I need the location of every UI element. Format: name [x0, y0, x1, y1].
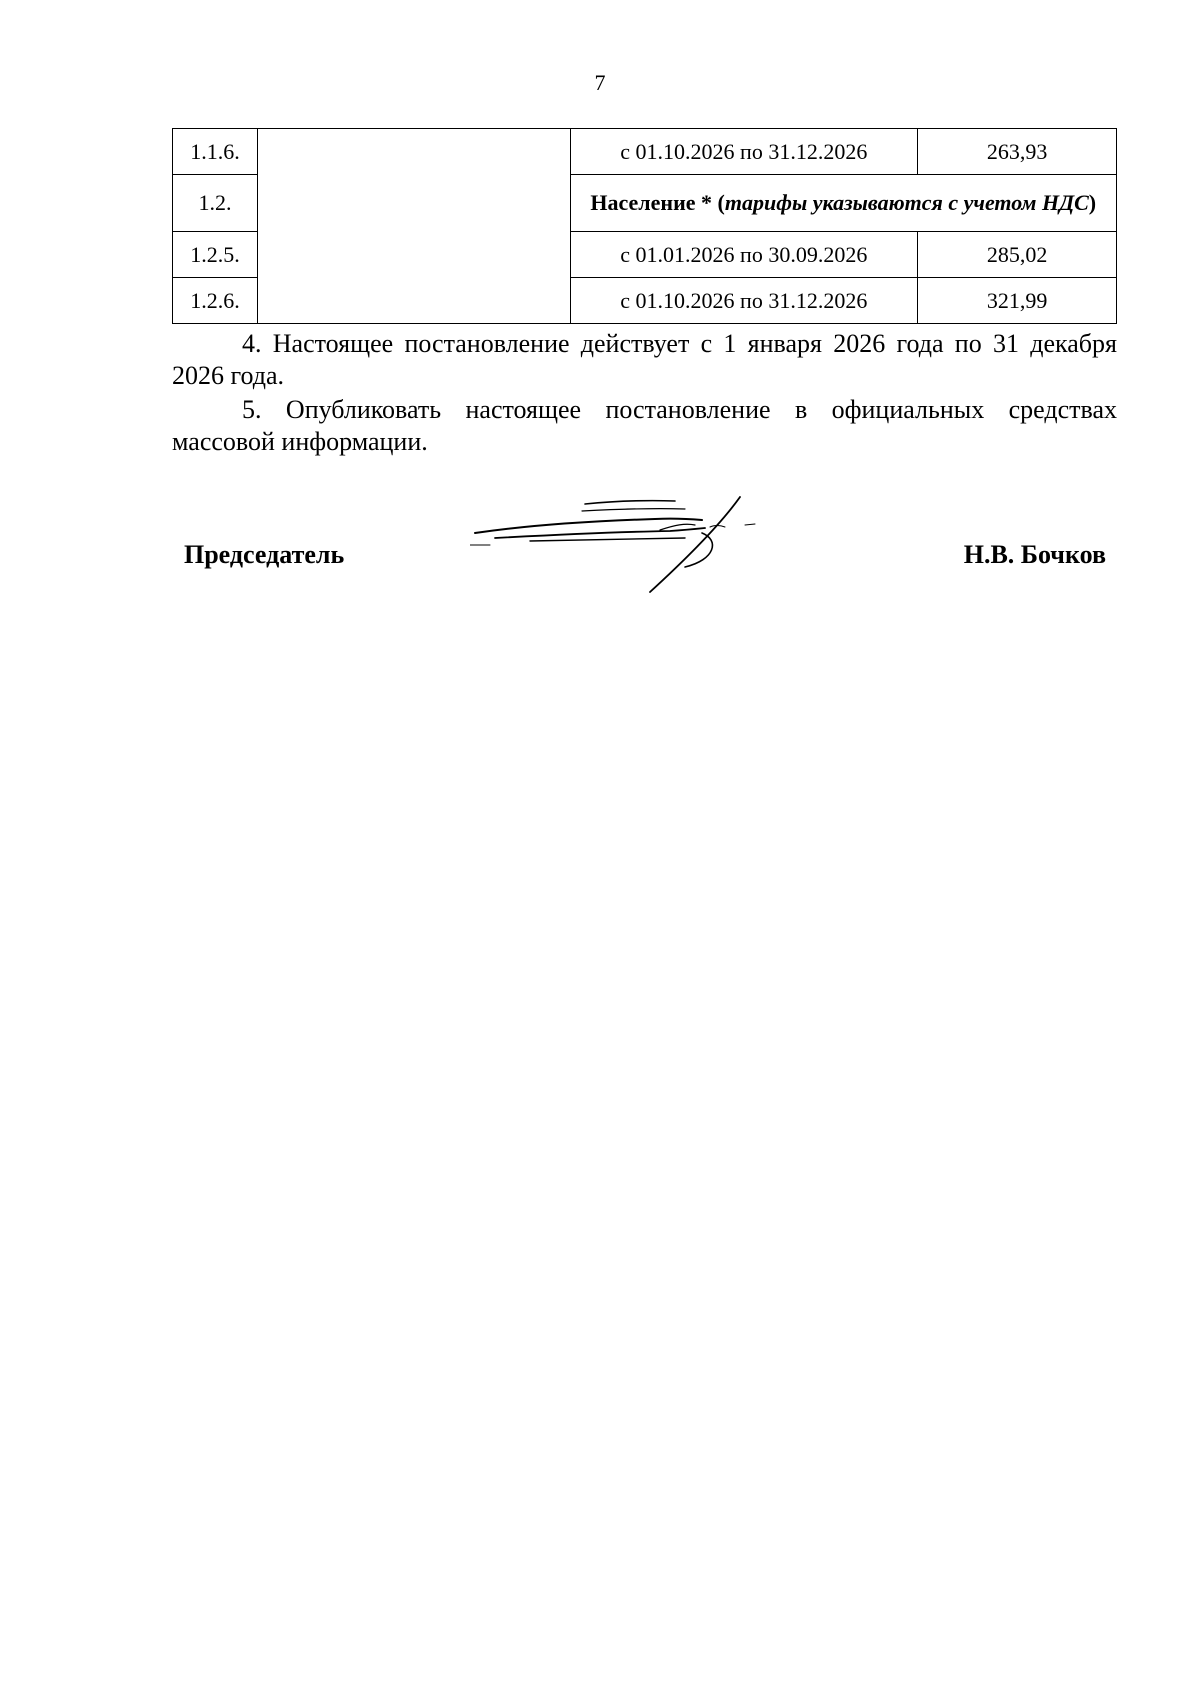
handwritten-signature: [470, 495, 790, 595]
tariff-value: 321,99: [918, 278, 1117, 324]
group-header: [570, 175, 1117, 232]
period-cell: с 01.10.2026 по 31.12.2026: [570, 129, 918, 175]
row-number: 1.1.6.: [173, 129, 258, 175]
group-title-close: ): [1088, 190, 1097, 215]
period-cell: с 01.01.2026 по 30.09.2026: [570, 232, 918, 278]
tariff-value: 263,93: [918, 129, 1117, 175]
row-number: 1.2.5.: [173, 232, 258, 278]
paragraph-5: 5. Опубликовать настоящее постановление в официальных средствах массовой информации.: [172, 395, 1117, 456]
page-number: 7: [594, 70, 606, 95]
signatory-title: Председатель: [184, 540, 345, 569]
tariff-table: [172, 128, 1117, 324]
row-number: 1.2.: [173, 175, 258, 232]
tariff-value: 285,02: [918, 232, 1117, 278]
group-title-bold: Население * (: [590, 190, 725, 215]
table-row: [173, 129, 1117, 175]
row-number: 1.2.6.: [173, 278, 258, 324]
empty-merged-cell: [257, 129, 570, 324]
paragraph-4: 4. Настоящее постановление действует с 1 января 2026 года по 31 декабря 2026 года.: [172, 329, 1117, 390]
group-title-italic: тарифы указываются с учетом НДС: [724, 190, 1089, 215]
signatory-name: Н.В. Бочков: [963, 540, 1106, 569]
period-cell: с 01.10.2026 по 31.12.2026: [570, 278, 918, 324]
